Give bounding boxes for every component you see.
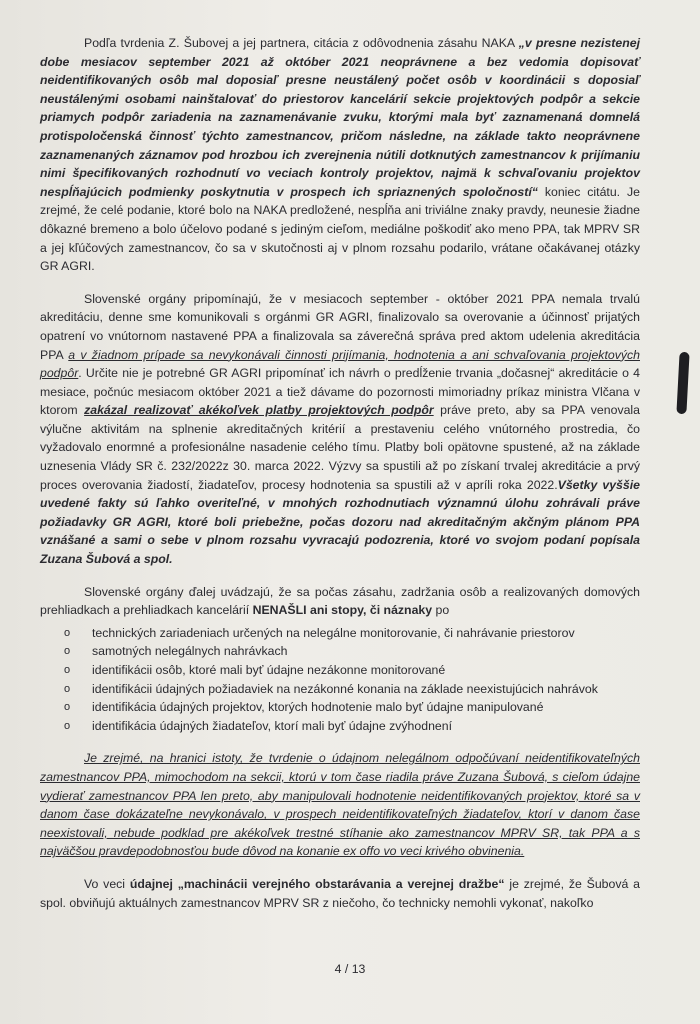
paragraph-3-text-a: Slovenské orgány ďalej uvádzajú, že sa počas zásahu, zadržania osôb a realizovaných domových prehliadkach a prehliadkach kancelárií — [40, 584, 640, 618]
naka-quote: „v presne nezistenej dobe mesiacov september 2021 až október 2021 neoprávnene a bez vedomia dopisovať neidentifikovaných osôb mal doposiaľ presne neustálený počet osôb v koordinácii s doposiaľ neustálenými osobami nainštalovať do priestorov kancelárií sekcie projektových podpôr a sekcie priamych podpôr zariadenia na zaznamenávanie zvuku, ktorými mala byť zaznamenaná domnelá protispoločenská činnosť týchto zamestnancov, pričom následne, na základe takto neoprávnene zaznamenaných záznamov pod hrozbou ich zverejnenia nútili dotknutých zamestnancov k prijímaniu nimi špecifikovaných rozhodnutí vo veciach kontroly projektov, najmä k schvaľovaniu projektov nespĺňajúcich podmienky poskytnutia v prospech ich spriaznených spoločností“ — [40, 36, 640, 199]
list-item — [40, 661, 640, 680]
paragraph-2-text-c: . Určite nie je potrebné GR AGRI pripomínať ich návrh o predĺženie trvania „dočasnej“ akreditácie o 4 mesiace, počnúc mesiacom október 2021 a tiež dávame do pozornosti mimoriadny príkaz ministra Vlčana v ktorom — [40, 366, 640, 418]
document-body — [40, 34, 640, 912]
findings-list — [40, 624, 640, 736]
ink-marker-mark — [676, 352, 689, 414]
list-item-text: identifikácii osôb, ktoré mali byť údajne nezákonne monitorované — [92, 663, 446, 677]
underlined-no-activities: a v žiadnom prípade sa nevykonávali činnosti prijímania, hodnotenia a ani schvaľovania projektových podpôr — [40, 347, 640, 381]
list-item — [40, 642, 640, 661]
paragraph-5 — [40, 875, 640, 912]
bullet-circle-icon: o — [64, 664, 71, 676]
paragraph-2 — [40, 290, 640, 569]
paragraph-4-text: Je zrejmé, na hranici istoty, že tvrdenie o údajnom nelegálnom odpočúvaní neidentifikovateľných zamestnancov PPA, mimochodom na sekcii, ktorú v tom čase riadila práve Zuzana Šubová, s cieľom údajne vydierať zamestnancov PPA len preto, aby manipulovali hodnotenie neidentifikovaných projektov, ktoré sa v danom čase dokázateľne nevykonávalo, v prospech neidentifikovateľných žiadateľov, ktorí v danom čase neexistovali, nebude podklad pre akékoľvek trestné stíhanie ako zamestnancov MPRV SR, tak PPA a s najväčšou pravdepodobnosťou bude dôvod na konanie ex offo vo veci krivého obvinenia. — [40, 751, 640, 859]
bullet-circle-icon: o — [64, 645, 71, 658]
list-item — [40, 717, 640, 736]
facts-verifiable-statement: Všetky vyššie uvedené fakty sú ľahko overiteľné, v mnohých rozhodnutiach významnú úlohu zohrávali práve požiadavky GR AGRI, ktoré boli priebežne, počas dozoru nad akreditačným akčným plánom PPA vznášané a sami o sebe v plnom rozsahu vyvracajú podozrenia, ktoré vo svojom podaní popísala Zuzana Šubová a spol. — [40, 477, 640, 567]
paragraph-5-text-c: je zrejmé, že Šubová a spol. obviňujú aktuálnych zamestnancov MPRV SR z niečoho, čo technicky nemohli vykonať, nakoľko — [40, 876, 640, 910]
bullet-circle-icon: o — [64, 682, 71, 695]
paragraph-2-text-e: práve preto, aby sa PPA venovala výlučne aktivitám na splnenie akreditačných kritérií a prestaveniu celého vnútorného prostredia, čo vyžadovalo enormné a profesionálne nasadenie celého tímu. Platby boli opätovne spustené, až na základe uznesenia Vlády SR č. 232/2022z 30. marca 2022. Výzvy sa spustili až po získaní trvalej akreditácie a prvý proces overovania žiadostí, žiadateľov, procesy hodnotenia sa spustili až v apríli roka 2022. — [40, 403, 640, 492]
paragraph-3-text-c: po — [432, 603, 450, 618]
list-item — [40, 624, 640, 643]
paragraph-3 — [40, 583, 640, 620]
nothing-found-emphasis: NENAŠLI ani stopy, či náznaky — [252, 603, 433, 618]
list-item-text: identifikácii údajných požiadaviek na nezákonné konania na základe neexistujúcich nahrávok — [92, 681, 598, 696]
list-item-text: technických zariadeniach určených na nelegálne monitorovanie, či nahrávanie priestorov — [92, 625, 575, 640]
bullet-circle-icon: o — [64, 701, 71, 714]
list-item — [40, 680, 640, 699]
bullet-circle-icon: o — [64, 626, 71, 639]
paragraph-2-text-a: Slovenské orgány pripomínajú, že v mesiacoch september - október 2021 PPA nemala trvalú akreditáciu, denne sme komunikovali s orgánmi GR AGRI, finalizovalo sa overovanie a účinnosť prijatých opatrení vo vnútornom nastavené PPA a finalizovala sa záverečná správa pred aktom udelenia akreditácia PPA — [40, 291, 640, 362]
page-number: 4 / 13 — [334, 962, 366, 976]
procurement-emphasis: údajnej „machinácii verejného obstarávania a verejnej dražbe“ — [129, 876, 505, 891]
list-item-text: identifikácia údajných žiadateľov, ktorí mali byť údajne zvýhodnení — [92, 718, 453, 733]
list-item — [40, 698, 640, 717]
list-item-text: samotných nelegálnych nahrávkach — [92, 644, 288, 659]
paragraph-1-intro: Podľa tvrdenia Z. Šubovej a jej partnera, citácia z odôvodnenia zásahu NAKA — [84, 36, 519, 50]
bullet-circle-icon: o — [64, 719, 71, 732]
paragraph-5-text-a: Vo veci — [84, 876, 130, 891]
paragraph-1 — [40, 34, 640, 276]
underlined-payment-ban: zakázal realizovať akékoľvek platby projektových podpôr — [84, 403, 434, 418]
paragraph-4-conclusion — [40, 749, 640, 861]
list-item-text: identifikácia údajných projektov, ktorých hodnotenie malo byť údajne manipulované — [92, 700, 544, 715]
paragraph-1-rest: koniec citátu. Je zrejmé, že celé podanie, ktoré bolo na NAKA predložené, nespĺňa ani triviálne znaky pravdy, neunesie žiadne dôkazné bremeno a bolo účelovo podané s jediným cieľom, mediálne poškodiť ako meno PPA, tak MPRV SR a jej kľúčových zamestnancov, čo sa v skutočnosti aj v plnom rozsahu podarilo, vrátane očakávanej otázky GR AGRI. — [40, 184, 640, 274]
